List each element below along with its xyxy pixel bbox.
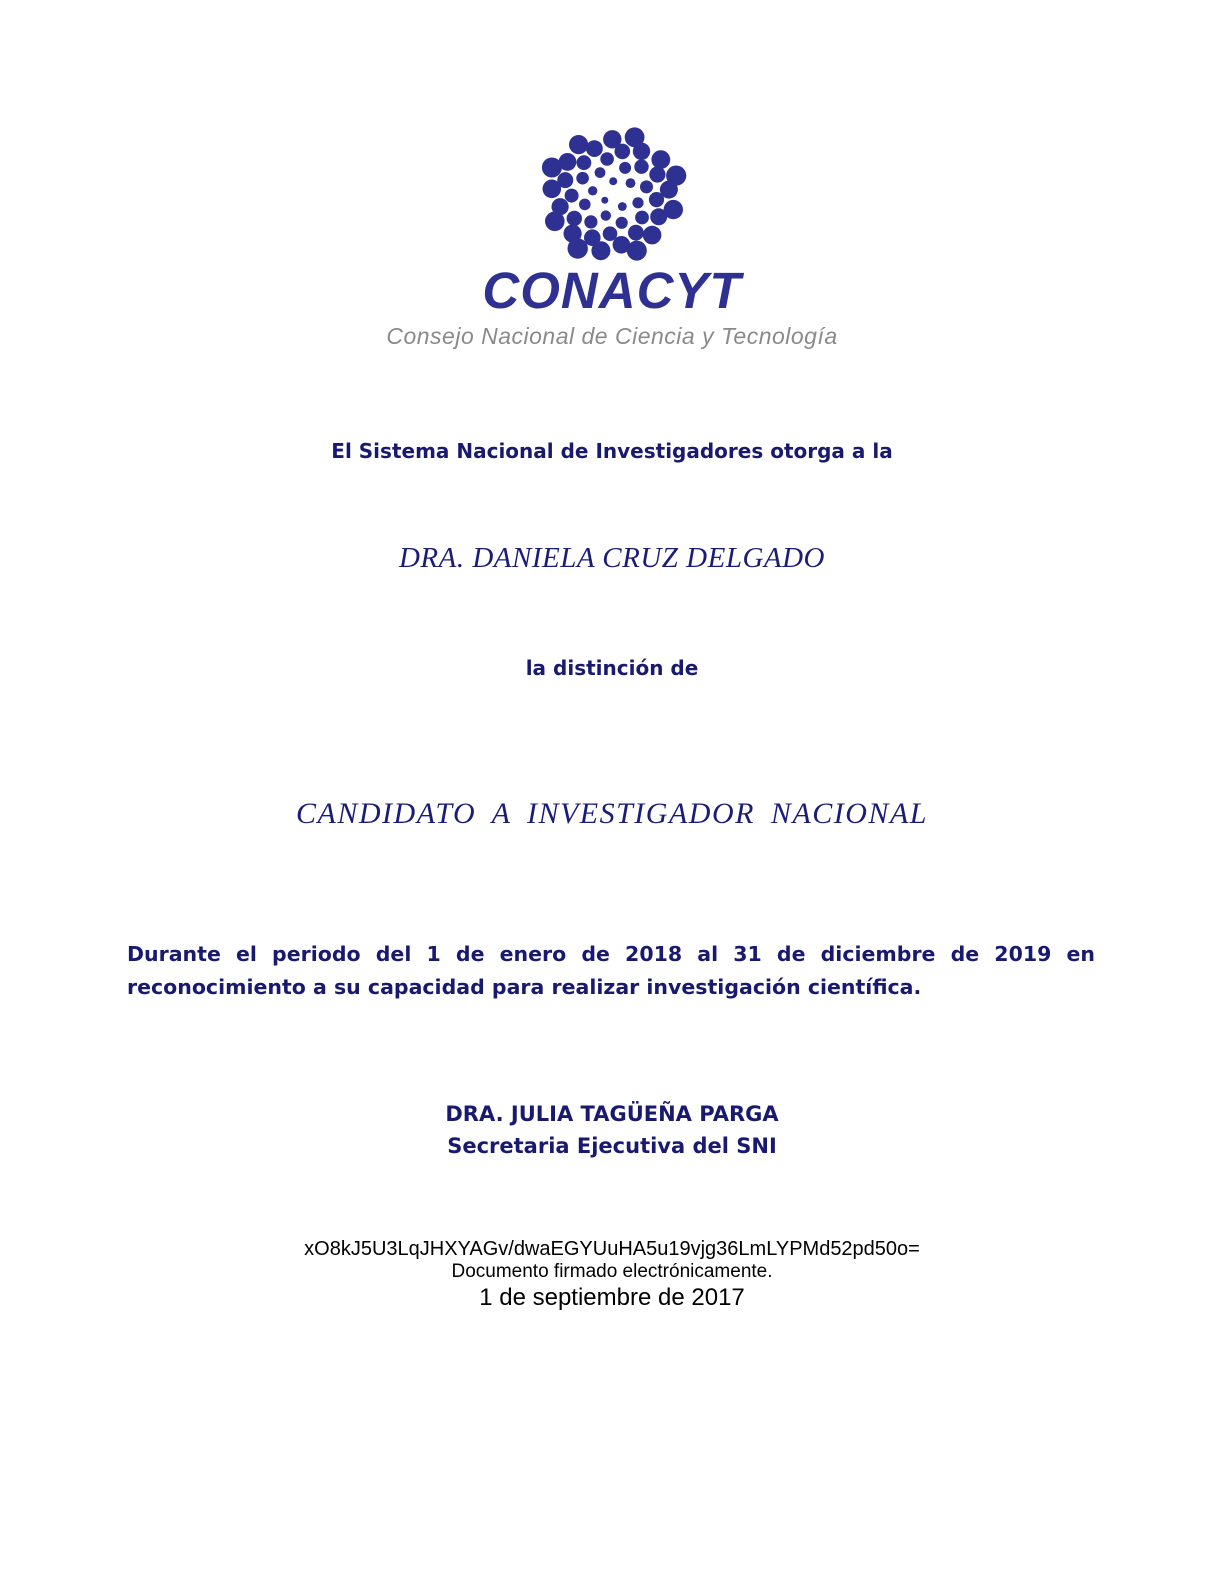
signature-block — [0, 1098, 1224, 1162]
conacyt-logo-subtitle: Consejo Nacional de Ciencia y Tecnología — [386, 323, 838, 349]
conacyt-logo-dots-icon — [532, 116, 692, 272]
signature-date: 1 de septiembre de 2017 — [479, 1284, 745, 1311]
conacyt-logo — [0, 116, 1224, 272]
signed-note: Documento firmado electrónicamente. — [451, 1261, 773, 1282]
signatory-title: Secretaria Ejecutiva del SNI — [447, 1134, 777, 1158]
distinction-label: la distinción de — [525, 656, 699, 680]
period-paragraph: Durante el periodo del 1 de enero de 2018 al 31 de diciembre de 2019 en reconocimiento a su capacidad para realizar investigación científica. — [127, 942, 1095, 999]
recipient-name: DRA. DANIELA CRUZ DELGADO — [398, 542, 826, 574]
distinction-name: CANDIDATO A INVESTIGADOR NACIONAL — [296, 797, 928, 830]
intro-text: El Sistema Nacional de Investigadores otorga a la — [331, 439, 893, 463]
signatory-name: DRA. JULIA TAGÜEÑA PARGA — [445, 1102, 779, 1126]
signature-hash: xO8kJ5U3LqJHXYAGv/dwaEGYUuHA5u19vjg36LmLYPMd52pd50o= — [304, 1238, 920, 1260]
conacyt-wordmark: CONACYT — [482, 262, 742, 319]
